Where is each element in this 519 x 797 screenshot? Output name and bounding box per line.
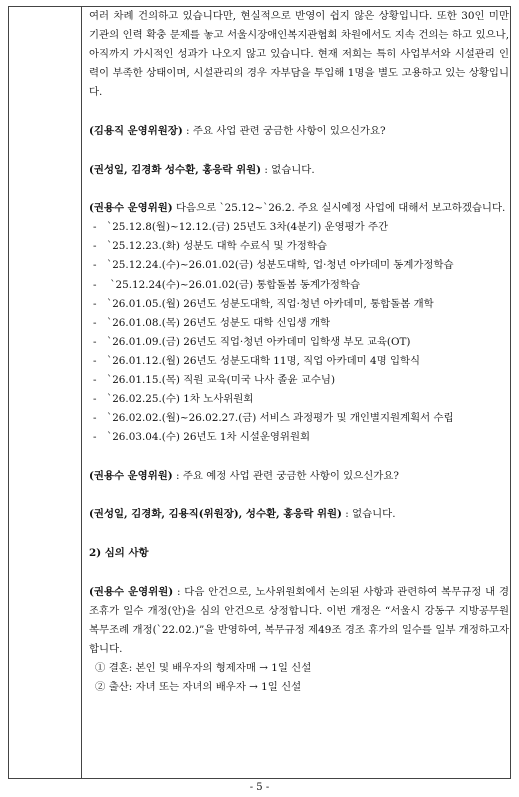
deliberation-paragraph (89, 583, 509, 659)
schedule-list (89, 218, 509, 447)
list-item: - `26.01.09.(금) 26년도 직업·청년 아카데미 입학생 부모 교육(OT) (93, 335, 411, 348)
minutes-content (89, 7, 509, 697)
intro-paragraph: 여러 차례 건의하고 있습니다만, 현실적으로 반영이 쉽지 않은 상황입니다. 또한 30인 미만 기관의 인력 확충 문제를 놓고 서울시장애인복지관협회 차원에서도 지속 건의는 하고 있으나, 아직까지 가시적인 성과가 나오지 않고 있습니다. 현재 저희는 특히 사업부서와 시설관리 인력이 부족한 상태이며, 시설관리의 경우 자부담을 투입해 1명을 별도 고용하고 있는 상황입니다. (89, 10, 509, 99)
speaker: (권용수 운영위원) (89, 585, 174, 598)
list-item: - `25.12.8(월)~12.12.(금) 25년도 3차(4분기) 운영평가 주간 (93, 221, 389, 234)
list-item: ② 출산: 자녀 또는 자녀의 배우자 → 1일 신설 (95, 681, 302, 694)
statement: : 다음 안건으로, 노사위원회에서 논의된 사항과 관련하여 복무규정 내 경조휴가 일수 개정(안)을 심의 안건으로 상정합니다. 이번 개정은 “서울시 강동구 지방공무원 복무조례 개정(`22.02.)”을 반영하여, 복무규정 제49조 경조 휴가의 일수를 일부 개정하고자 합니다. (89, 585, 509, 655)
speaker: (권성일, 김경화 성수환, 홍응락 위원) (89, 163, 262, 176)
statement: 다음으로 `25.12~`26.2. 주요 실시예정 사업에 대해서 보고하겠습니다. (172, 202, 506, 215)
answer-2 (89, 505, 509, 524)
list-item: ① 결혼: 본인 및 배우자의 형제자매 → 1일 신설 (95, 662, 312, 675)
page-number: - 5 - (249, 782, 270, 793)
list-item: - `26.01.12.(월) 26년도 성분도대학 11명, 직업 아카데미 4명 입학식 (93, 354, 421, 367)
statement: : 주요 사업 관련 궁금한 사항이 있으신가요? (182, 124, 386, 137)
list-item: - `26.02.25.(수) 1차 노사위원회 (93, 393, 254, 406)
list-item: - `25.12.24(수)~26.01.02(금) 통합돌봄 동계가정학습 (93, 278, 361, 291)
speaker: (김용직 운영위원장) (89, 124, 183, 137)
list-item: - `26.01.08.(목) 26년도 성분도 대학 신입생 개학 (93, 316, 331, 329)
answer-1 (89, 161, 509, 180)
list-item: - `26.02.02.(월)~26.02.27.(금) 서비스 과정평가 및 개인별지원계획서 수립 (93, 412, 454, 425)
list-item: - `26.01.05.(월) 26년도 성분도대학, 직업·청년 아카데미, 통합돌봄 개학 (93, 297, 434, 310)
list-item: - `25.12.24.(수)~26.01.02(금) 성분도대학, 업·청년 아카데미 동계가정학습 (93, 259, 454, 272)
document-table (8, 6, 511, 779)
speaker: (권성일, 김경화, 김용직(위원장), 성수환, 홍응락 위원) (89, 508, 342, 521)
question-2 (89, 467, 509, 486)
left-label-column (9, 7, 82, 778)
question-1 (89, 122, 509, 141)
list-item: - `26.01.15.(목) 직원 교육(미국 나사 졸윤 교수님) (93, 374, 336, 386)
schedule-intro (89, 199, 509, 218)
section-heading: 2) 심의 사항 (89, 547, 149, 560)
statement: : 없습니다. (341, 508, 396, 521)
statement: : 주요 예정 사업 관련 궁금한 사항이 있으신가요? (172, 469, 399, 482)
list-item: - `26.03.04.(수) 26년도 1차 시설운영위원회 (93, 431, 311, 444)
speaker: (권용수 운영위원) (89, 469, 173, 482)
speaker: (권용수 운영위원) (89, 202, 173, 215)
statement: : 없습니다. (261, 163, 315, 176)
list-item: - `25.12.23.(화) 성분도 대학 수료식 및 가정학습 (93, 240, 327, 253)
